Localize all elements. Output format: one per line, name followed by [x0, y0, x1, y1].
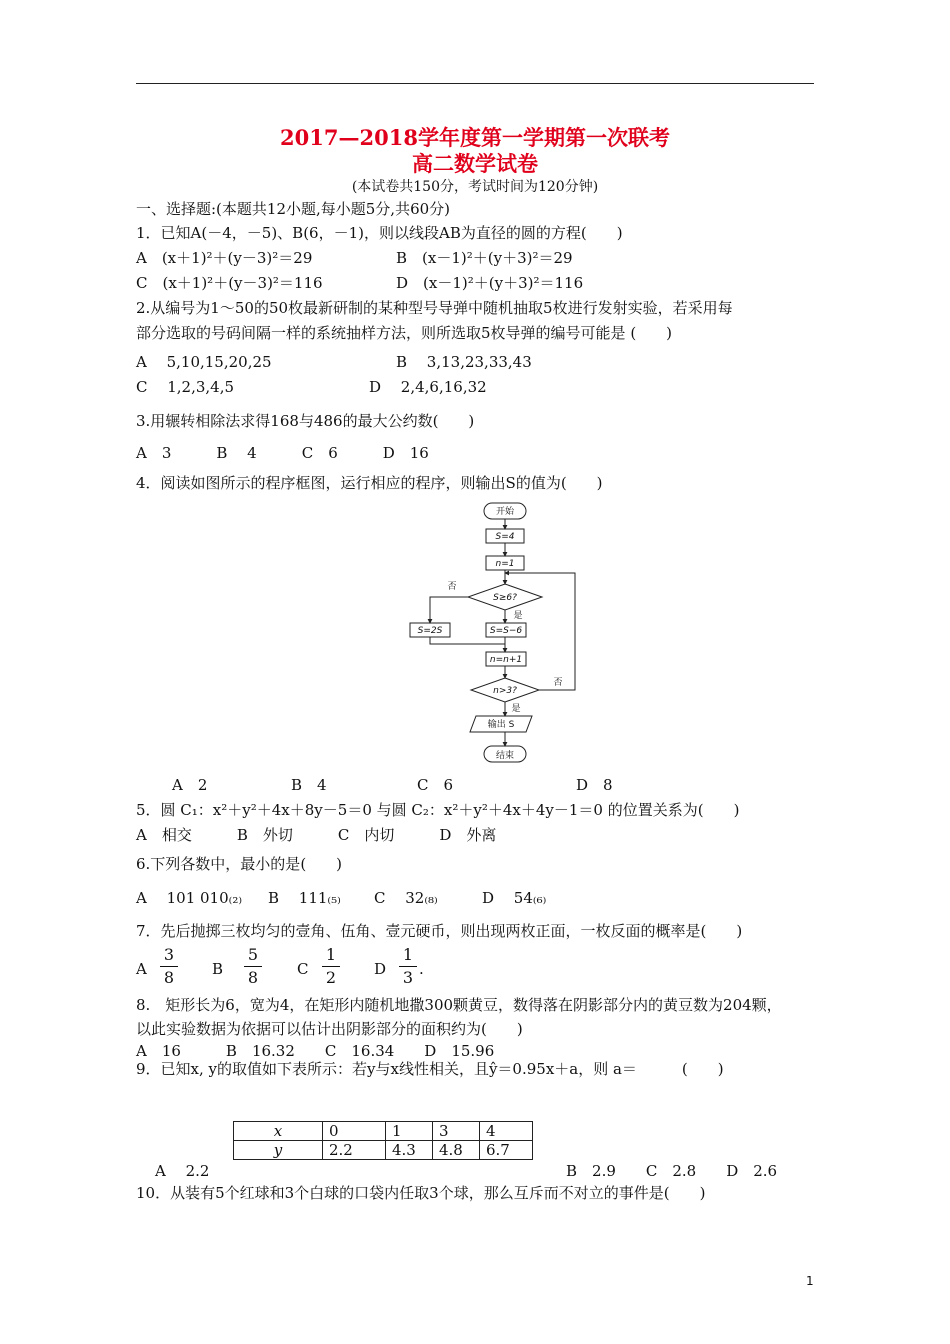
exam-title: 2017—2018学年度第一学期第一次联考 — [280, 125, 670, 150]
q8-stem-line2: 以此实验数据为依据可以估计出阴影部分的面积约为( ) — [136, 1020, 523, 1038]
q7-c-numerator: 1 — [325, 945, 337, 964]
q7-a-numerator: 3 — [163, 945, 175, 964]
q4-option-d: D 8 — [576, 776, 613, 794]
q7-stem: 7．先后抛掷三枚均匀的壹角、伍角、壹元硬币，则出现两枚正面，一枚反面的概率是( ) — [136, 922, 743, 940]
q6-option-c: C 32₍₈₎ — [374, 889, 438, 907]
q9-option-a: A 2.2 — [155, 1162, 210, 1180]
flow-minus: S=S−6 — [489, 626, 523, 636]
q3-stem: 3.用辗转相除法求得168与486的最大公约数( ) — [136, 412, 475, 430]
table-cell: 4 — [480, 1122, 533, 1141]
flow-yes1: 是 — [513, 611, 523, 621]
exam-note: (本试卷共150分，考试时间为120分钟) — [351, 179, 599, 195]
flow-output: 输出 S — [487, 720, 515, 730]
q5-options: A 相交 B 外切 C 内切 D 外离 — [136, 826, 497, 844]
flow-cond1: S≥6? — [493, 593, 517, 603]
q1-option-b: B (x－1)²＋(y＋3)²＝29 — [396, 249, 573, 267]
flow-no2: 否 — [553, 678, 563, 688]
q7-fraction-a — [160, 946, 178, 987]
section-heading: 一、选择题:(本题共12小题,每小题5分,共60分) — [136, 200, 451, 218]
flow-incr: n=n+1 — [489, 655, 523, 665]
table-x-label: x — [234, 1122, 323, 1141]
fraction-bar — [244, 966, 262, 967]
flow-start: 开始 — [495, 507, 515, 517]
q4-option-a: A 2 — [172, 776, 208, 794]
q7-b-denominator: 8 — [247, 968, 259, 987]
q7-fraction-c — [322, 946, 340, 987]
fraction-bar — [399, 966, 417, 967]
q10-stem: 10．从装有5个红球和3个白球的口袋内任取3个球，那么互斥而不对立的事件是( ) — [136, 1184, 706, 1202]
q7-fraction-d — [399, 946, 417, 987]
flow-cond2: n>3? — [493, 686, 517, 696]
q6-stem: 6.下列各数中，最小的是( ) — [136, 855, 343, 873]
q1-stem: 1．已知A(－4，－5)、B(6，－1)，则以线段AB为直径的圆的方程( ) — [136, 224, 623, 242]
q7-label-a: A — [136, 960, 147, 978]
q6-option-d: D 54₍₆₎ — [482, 889, 547, 907]
q7-a-denominator: 8 — [163, 968, 175, 987]
q3-options: A 3 B 4 C 6 D 16 — [136, 444, 429, 462]
q2-stem-line1: 2.从编号为1～50的50枚最新研制的某种型号导弹中随机抽取5枚进行发射实验，若采用每 — [136, 299, 733, 317]
q6-option-a: A 101 010₍₂₎ — [136, 889, 243, 907]
q7-d-denominator: 3 — [402, 968, 414, 987]
q2-option-b: B 3,13,23,33,43 — [396, 353, 532, 371]
q1-option-d: D (x－1)²＋(y＋3)²＝116 — [396, 274, 584, 292]
top-rule — [136, 83, 814, 84]
table-cell: 2.2 — [323, 1141, 386, 1160]
q9-stem: 9．已知x, y的取值如下表所示：若y与x线性相关，且ŷ＝0.95x＋a，则 a＝ ( ) — [136, 1060, 724, 1078]
page-number: 1 — [806, 1274, 814, 1288]
q8-options: A 16 B 16.32 C 16.34 D 15.96 — [136, 1042, 495, 1060]
table-row — [234, 1122, 533, 1141]
q2-option-a: A 5,10,15,20,25 — [136, 353, 272, 371]
xy-value-table — [233, 1121, 533, 1160]
q4-stem: 4．阅读如图所示的程序框图，运行相应的程序，则输出S的值为( ) — [136, 474, 603, 492]
q7-label-c: C — [297, 960, 309, 978]
table-cell: 3 — [433, 1122, 480, 1141]
q7-label-d: D — [374, 960, 387, 978]
q2-option-c: C 1,2,3,4,5 — [136, 378, 235, 396]
table-cell: 4.8 — [433, 1141, 480, 1160]
flow-init-s: S=4 — [495, 532, 515, 542]
q5-stem: 5．圆 C₁：x²＋y²＋4x＋8y－5＝0 与圆 C₂：x²＋y²＋4x＋4y－1＝0 的位置关系为( ) — [136, 801, 740, 819]
q7-label-b: B — [212, 960, 224, 978]
exam-subtitle: 高二数学试卷 — [412, 151, 538, 176]
table-cell: 6.7 — [480, 1141, 533, 1160]
q2-stem-line2: 部分选取的号码间隔一样的系统抽样方法，则所选取5枚导弹的编号可能是 ( ) — [136, 324, 673, 342]
fraction-bar — [160, 966, 178, 967]
q8-stem-line1: 8. 矩形长为6，宽为4，在矩形内随机地撒300颗黄豆，数得落在阴影部分内的黄豆数为204颗， — [136, 996, 782, 1014]
table-y-label: y — [234, 1141, 323, 1160]
q4-option-c: C 6 — [417, 776, 454, 794]
q1-option-a: A (x＋1)²＋(y－3)²＝29 — [136, 249, 313, 267]
fraction-bar — [322, 966, 340, 967]
flow-yes2: 是 — [511, 704, 521, 714]
q7-b-numerator: 5 — [247, 945, 259, 964]
q9-options-rest: B 2.9 C 2.8 D 2.6 — [566, 1162, 778, 1180]
flow-double: S=2S — [417, 626, 443, 636]
flow-end: 结束 — [495, 751, 515, 761]
table-cell: 0 — [323, 1122, 386, 1141]
table-cell: 1 — [386, 1122, 433, 1141]
q7-d-numerator: 1 — [402, 945, 414, 964]
flow-init-n: n=1 — [495, 559, 515, 569]
q6-option-b: B 111₍₅₎ — [268, 889, 341, 907]
q1-option-c: C (x＋1)²＋(y－3)²＝116 — [136, 274, 323, 292]
q7-fraction-b — [244, 946, 262, 987]
flow-no1: 否 — [447, 582, 457, 592]
program-flowchart — [400, 498, 585, 770]
q4-option-b: B 4 — [291, 776, 327, 794]
table-row — [234, 1141, 533, 1160]
table-cell: 4.3 — [386, 1141, 433, 1160]
q2-option-d: D 2,4,6,16,32 — [369, 378, 487, 396]
q7-c-denominator: 2 — [325, 968, 337, 987]
q7-period: . — [419, 960, 424, 978]
